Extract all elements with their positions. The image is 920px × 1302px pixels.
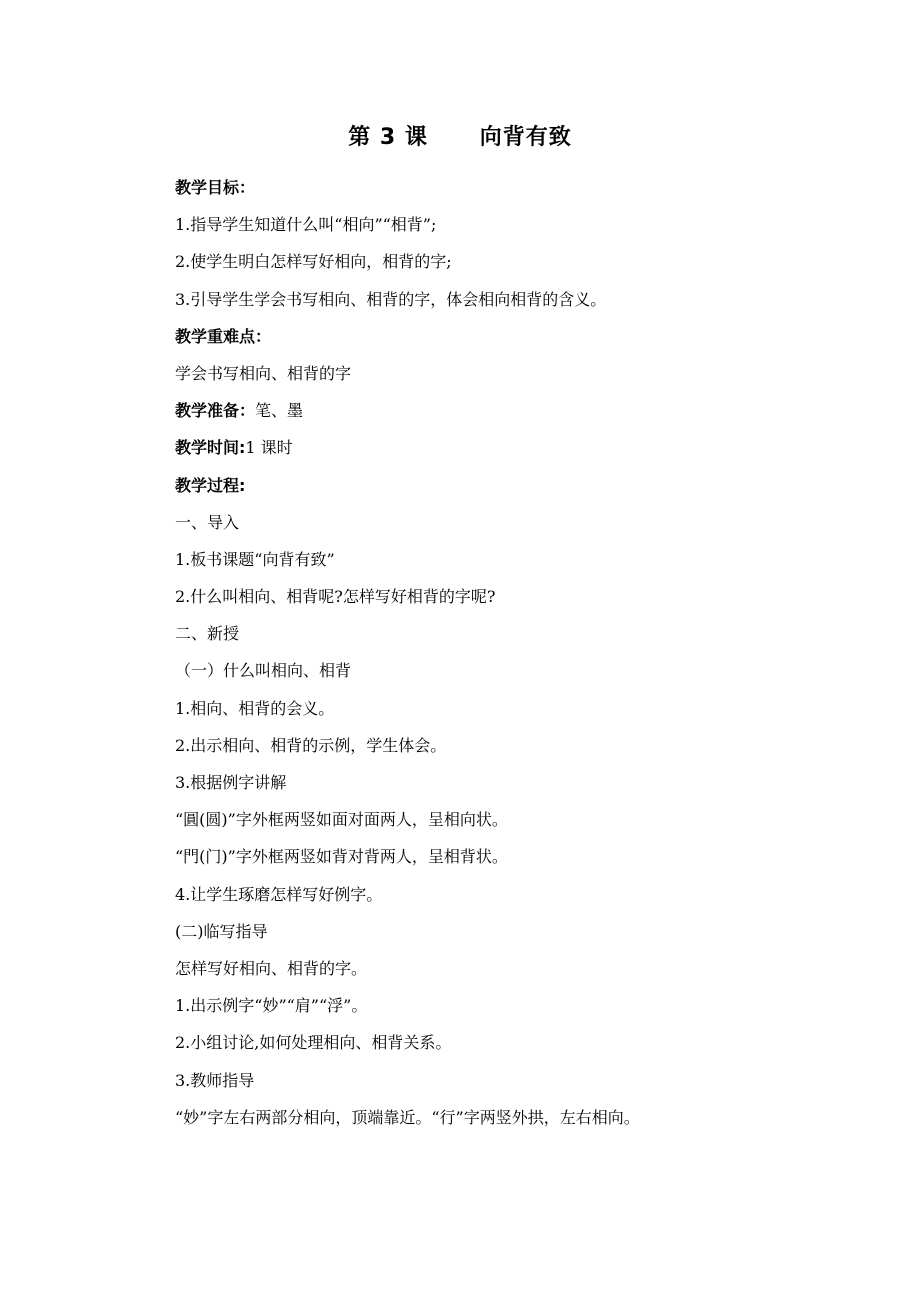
- body-line: [175, 957, 855, 994]
- section-label: 教学准备：: [175, 401, 256, 421]
- section-label: 教学过程:: [175, 475, 246, 495]
- line-text: 笔、墨: [255, 401, 304, 421]
- section-heading-line: [175, 436, 855, 473]
- line-text: 1 课时: [245, 438, 293, 458]
- body-line: [175, 288, 855, 325]
- line-text: 怎样写好相向、相背的字。: [175, 958, 368, 978]
- body-line: [175, 362, 855, 399]
- section-heading-line: [175, 399, 855, 436]
- line-text: (二)临写指导: [175, 921, 268, 941]
- body-line: [175, 734, 855, 771]
- section-label: 教学目标：: [175, 178, 256, 197]
- body-line: [175, 920, 855, 957]
- line-text: 2.出示相向、相背的示例，学生体会。: [175, 735, 447, 755]
- line-text: 1.相向、相背的会义。: [175, 698, 335, 718]
- line-text: （一）什么叫相向、相背: [175, 661, 352, 681]
- body-line: [175, 511, 855, 548]
- body-line: [175, 548, 855, 585]
- section-label: 教学时间:: [175, 438, 246, 458]
- body-line: [175, 845, 855, 882]
- body-line: [175, 1069, 855, 1106]
- body-line: [175, 808, 855, 845]
- line-text: 3.教师指导: [175, 1070, 255, 1090]
- line-text: “門(门)”字外框两竖如背对背两人，呈相背状。: [175, 847, 508, 867]
- body-line: [175, 697, 855, 734]
- body-line: [175, 213, 855, 250]
- line-text: 2.小组讨论,如何处理相向、相背关系。: [175, 1033, 452, 1053]
- body-line: [175, 622, 855, 659]
- line-text: 二、新授: [175, 624, 240, 644]
- line-text: 1.板书课题“向背有致”: [175, 549, 335, 569]
- line-text: 学会书写相向、相背的字: [175, 363, 352, 383]
- document-body: [175, 176, 855, 1143]
- line-text: 3.引导学生学会书写相向、相背的字，体会相向相背的含义。: [175, 289, 607, 309]
- body-line: [175, 883, 855, 920]
- line-text: 4.让学生琢磨怎样写好例字。: [175, 884, 383, 904]
- line-text: 1.出示例字“妙”“肩”“浮”。: [175, 996, 368, 1016]
- body-line: [175, 1031, 855, 1068]
- body-line: [175, 250, 855, 287]
- page-title: 第 3 课 向背有致: [348, 125, 572, 150]
- line-text: “妙”字左右两部分相向，顶端靠近。“行”字两竖外拱，左右相向。: [175, 1107, 640, 1127]
- line-text: 2.使学生明白怎样写好相向，相背的字;: [175, 252, 452, 272]
- section-heading-line: [175, 325, 855, 362]
- section-label: 教学重难点：: [175, 326, 272, 346]
- line-text: “圓(圆)”字外框两竖如面对面两人，呈相向状。: [175, 810, 508, 830]
- body-line: [175, 1106, 855, 1143]
- section-heading-line: [175, 474, 855, 511]
- line-text: 一、导入: [175, 512, 240, 532]
- section-heading-line: [175, 176, 855, 213]
- body-line: [175, 994, 855, 1031]
- body-line: [175, 585, 855, 622]
- line-text: 3.根据例字讲解: [175, 773, 287, 792]
- line-text: 1.指导学生知道什么叫“相向”“相背”;: [175, 215, 437, 235]
- line-text: 2.什么叫相向、相背呢?怎样写好相背的字呢?: [175, 587, 496, 607]
- body-line: [175, 771, 855, 808]
- body-line: [175, 659, 855, 696]
